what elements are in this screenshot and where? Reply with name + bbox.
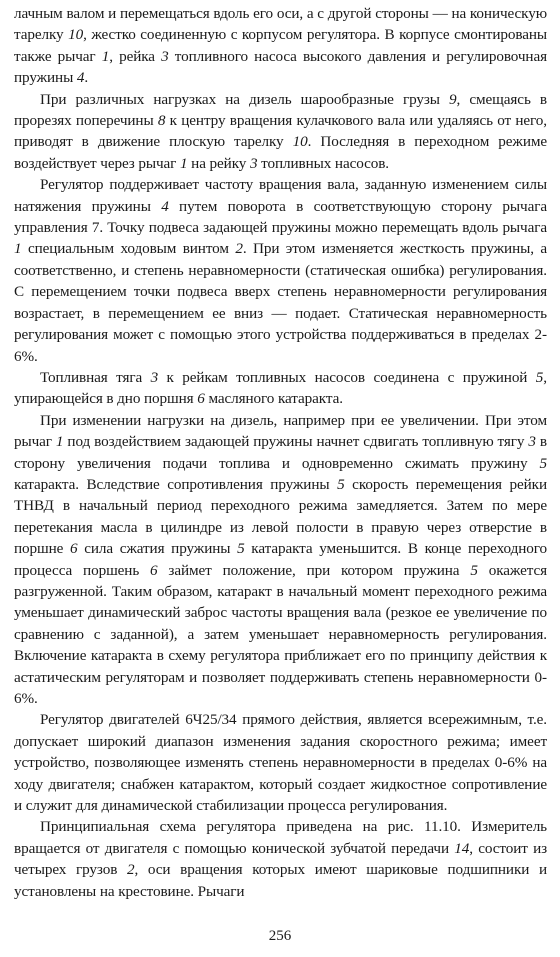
text-run: топливного насоса высокого давления и регулировочная пружины	[14, 47, 547, 87]
text-run: на рейку	[187, 154, 250, 172]
text-run: , оси вращения которых имеют шариковые подшипники и установлены на крестовине. Рычаги	[14, 861, 548, 900]
reference-numeral: 1	[101, 47, 110, 65]
text-run: При различных нагрузках на дизель шарообразные грузы	[40, 90, 450, 108]
reference-numeral: 5	[470, 561, 478, 579]
text-run: специальным ходовым винтом	[21, 240, 236, 258]
text-run: Регулятор двигателей 6Ч25/34 прямого действия, является всережимным, т.е. допускает широкий диапазон изменения задания скоростного режима; имеет устройство, позволяющее изменять степень неравномерности в пределах 0-6% на ходу двигателя; снабжен катарактом, который создает жидкостное сопротивление и служит для динамической стабилизации процесса регулирования.	[14, 711, 547, 815]
text-run: , упирающейся в дно поршня	[14, 368, 547, 408]
reference-numeral: 1	[55, 433, 64, 451]
text-run: в сторону увеличения подачи топлива и одновременно сжимать пружину	[14, 433, 547, 472]
paragraph	[14, 174, 547, 367]
reference-numeral: 4	[161, 197, 169, 215]
paragraph	[14, 3, 547, 89]
text-run: При изменении нагрузки на дизель, например при ее увеличении. При этом рычаг	[14, 411, 547, 451]
text-run: путем поворота в соответствующую сторону рычага управления 7. Точку подвеса задающей пружины можно перемещать вдоль рычага	[14, 197, 547, 237]
text-run: топливных насосов.	[257, 154, 390, 172]
reference-numeral: 6	[150, 561, 158, 579]
reference-numeral: 6	[197, 390, 205, 408]
reference-numeral: 2	[127, 861, 135, 879]
reference-numeral: 5	[237, 540, 245, 558]
page-text-block	[14, 3, 547, 902]
reference-numeral: 10	[68, 26, 84, 44]
text-run: сила сжатия пружины	[77, 540, 238, 558]
reference-numeral: 3	[161, 47, 169, 65]
page-number: 256	[268, 928, 292, 944]
reference-numeral: 3	[150, 368, 159, 386]
text-run: , состоит из четырех грузов	[14, 839, 547, 879]
text-run: займет положение, при котором пружина	[157, 561, 471, 579]
text-run: . При этом изменяется жесткость пружины, а соответственно, и степень неравномерности (статическая ошибка) регулирования. С перемещением точки подвеса вверх степень неравномерности регулирования возрастает, в перемещением ее вниз — подает. Статическая неравномерность регулирования может с помощью этого устройства поддерживаться в пределах 2-6%.	[14, 240, 547, 365]
paragraph	[14, 709, 547, 816]
paragraph	[14, 410, 547, 710]
text-run: Регулятор поддерживает частоту вращения вала, заданную изменением силы натяжения пружины	[14, 176, 547, 215]
text-run: , рейка	[109, 47, 162, 65]
reference-numeral: 2	[235, 240, 243, 258]
reference-numeral: 8	[157, 112, 166, 130]
reference-numeral: 14	[454, 839, 470, 857]
reference-numeral: 3	[249, 154, 258, 172]
reference-numeral: 5	[337, 475, 345, 493]
paragraph	[14, 367, 547, 410]
paragraph	[14, 816, 547, 902]
reference-numeral: 9	[449, 90, 457, 108]
text-run: .	[84, 69, 89, 87]
text-run: Топливная тяга	[40, 368, 151, 386]
text-run: к центру вращения кулачкового вала или удаляясь от него, приводят в движение плоскую тарелку	[14, 112, 548, 151]
reference-numeral: 10	[292, 133, 308, 151]
text-run: окажется разгруженной. Таким образом, катаракт в начальный момент переходного режима уменьшает динамический заброс частоты вращения вала (резкое ее увеличение по сравнению с заданной), а затем уменьшает неравномерность регулирования. Включение катаракта в схему регулятора приближает его по принципу действия к астатическим регуляторам и позволяет поддерживать степень неравномерности 0-6%.	[14, 561, 547, 707]
reference-numeral: 1	[179, 154, 188, 172]
text-run: , жестко соединенную с корпусом регулятора. В корпусе смонтированы также рычаг	[14, 26, 547, 65]
text-run: лачным валом и перемещаться вдоль его оси, а с другой стороны — на коническую тарелку	[14, 5, 547, 44]
reference-numeral: 4	[76, 69, 85, 87]
text-run: под воздействием задающей пружины начнет сдвигать топливную тягу	[63, 433, 529, 451]
paragraph	[14, 89, 547, 175]
text-run: Принципиальная схема регулятора приведена на рис. 11.10. Измеритель вращается от двигателя с помощью конической зубчатой передачи	[14, 818, 547, 857]
text-run: катаракта. Вследствие сопротивления пружины	[14, 475, 338, 493]
text-run: , смещаясь в прорезях поперечины	[14, 90, 547, 130]
reference-numeral: 3	[528, 433, 536, 451]
text-run: к рейкам топливных насосов соединена с пружиной	[158, 368, 536, 386]
text-run: скорость перемещения рейки ТНВД в начальный период переходного режима замедляется. Затем по мере перетекания масла в цилиндре из левой полости в правую через отверстие в поршне	[14, 475, 547, 558]
reference-numeral: 1	[14, 240, 22, 258]
text-run: . Последняя в переходном режиме воздействует через рычаг	[14, 133, 547, 172]
reference-numeral: 6	[70, 540, 78, 558]
text-run: масляного катаракта.	[204, 390, 343, 408]
reference-numeral: 5	[535, 368, 544, 386]
reference-numeral: 5	[539, 454, 547, 472]
text-run: катаракта уменьшится. В конце переходного процесса поршень	[14, 540, 547, 579]
